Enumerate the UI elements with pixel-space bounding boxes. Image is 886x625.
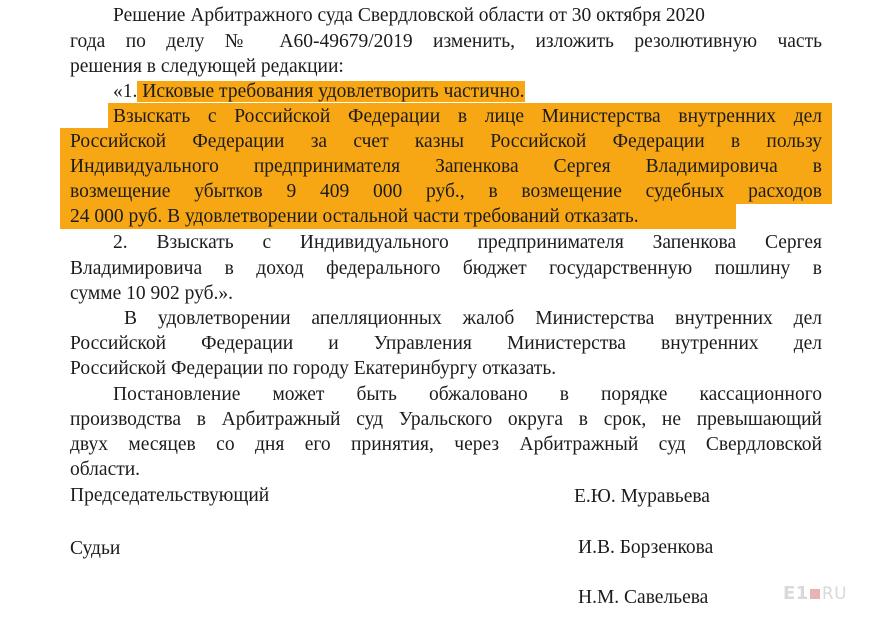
- highlight-line1: Взыскать с Российской Федерации в лице Министерства внутренних дел: [113, 106, 822, 127]
- judge1-name: И.В. Борзенкова: [578, 537, 714, 558]
- highlight-line4: возмещение убытков 9 409 000 руб., в возмещение судебных расходов: [70, 181, 822, 202]
- para3-line1: В удовлетворении апелляционных жалоб Министерства внутренних дел: [124, 308, 822, 329]
- para1-line2: года по делу № А60-49679/2019 изменить, изложить резолютивную часть: [70, 31, 822, 52]
- judges-role: Судьи: [70, 538, 121, 559]
- para4-line1: Постановление может быть обжаловано в порядке кассационного: [113, 384, 822, 405]
- item-number: «1.: [113, 81, 138, 102]
- highlighted-text: Исковые требования удовлетворить частично.: [137, 81, 525, 102]
- chair-name: Е.Ю. Муравьева: [574, 486, 710, 507]
- para2-line2: Владимировича в доход федерального бюджет государственную пошлину в: [70, 258, 822, 279]
- para4-line4: области.: [70, 459, 141, 480]
- logo-text: E1: [783, 583, 809, 604]
- chair-role: Председательствующий: [70, 485, 270, 506]
- highlight-line3: Индивидуального предпринимателя Запенкова Сергея Владимировича в: [70, 156, 822, 177]
- logo-suffix: RU: [821, 583, 848, 604]
- para4-line3: двух месяцев со дня его принятия, через Арбитражный суд Свердловской: [70, 434, 822, 455]
- highlight-line2: Российской Федерации за счет казны Российской Федерации в пользу: [70, 131, 822, 152]
- para1-line1: Решение Арбитражного суда Свердловской области от 30 октября 2020: [113, 5, 705, 26]
- para1-line4: [113, 79, 525, 104]
- e1-watermark-logo: [783, 583, 847, 604]
- judge2-name: Н.М. Савельева: [578, 587, 709, 608]
- para1-line3: решения в следующей редакции:: [70, 56, 344, 77]
- para3-line2: Российской Федерации и Управления Министерства внутренних дел: [70, 333, 822, 354]
- para2-line3: сумме 10 902 руб.».: [70, 283, 234, 304]
- highlight-line5: 24 000 руб. В удовлетворении остальной части требований отказать.: [70, 206, 639, 227]
- para3-line3: Российской Федерации по городу Екатеринбургу отказать.: [70, 358, 557, 379]
- para2-line1: 2. Взыскать с Индивидуального предпринимателя Запенкова Сергея: [113, 232, 822, 253]
- para4-line2: производства в Арбитражный суд Уральского округа в срок, не превышающий: [70, 409, 822, 430]
- logo-dot-icon: [810, 589, 820, 599]
